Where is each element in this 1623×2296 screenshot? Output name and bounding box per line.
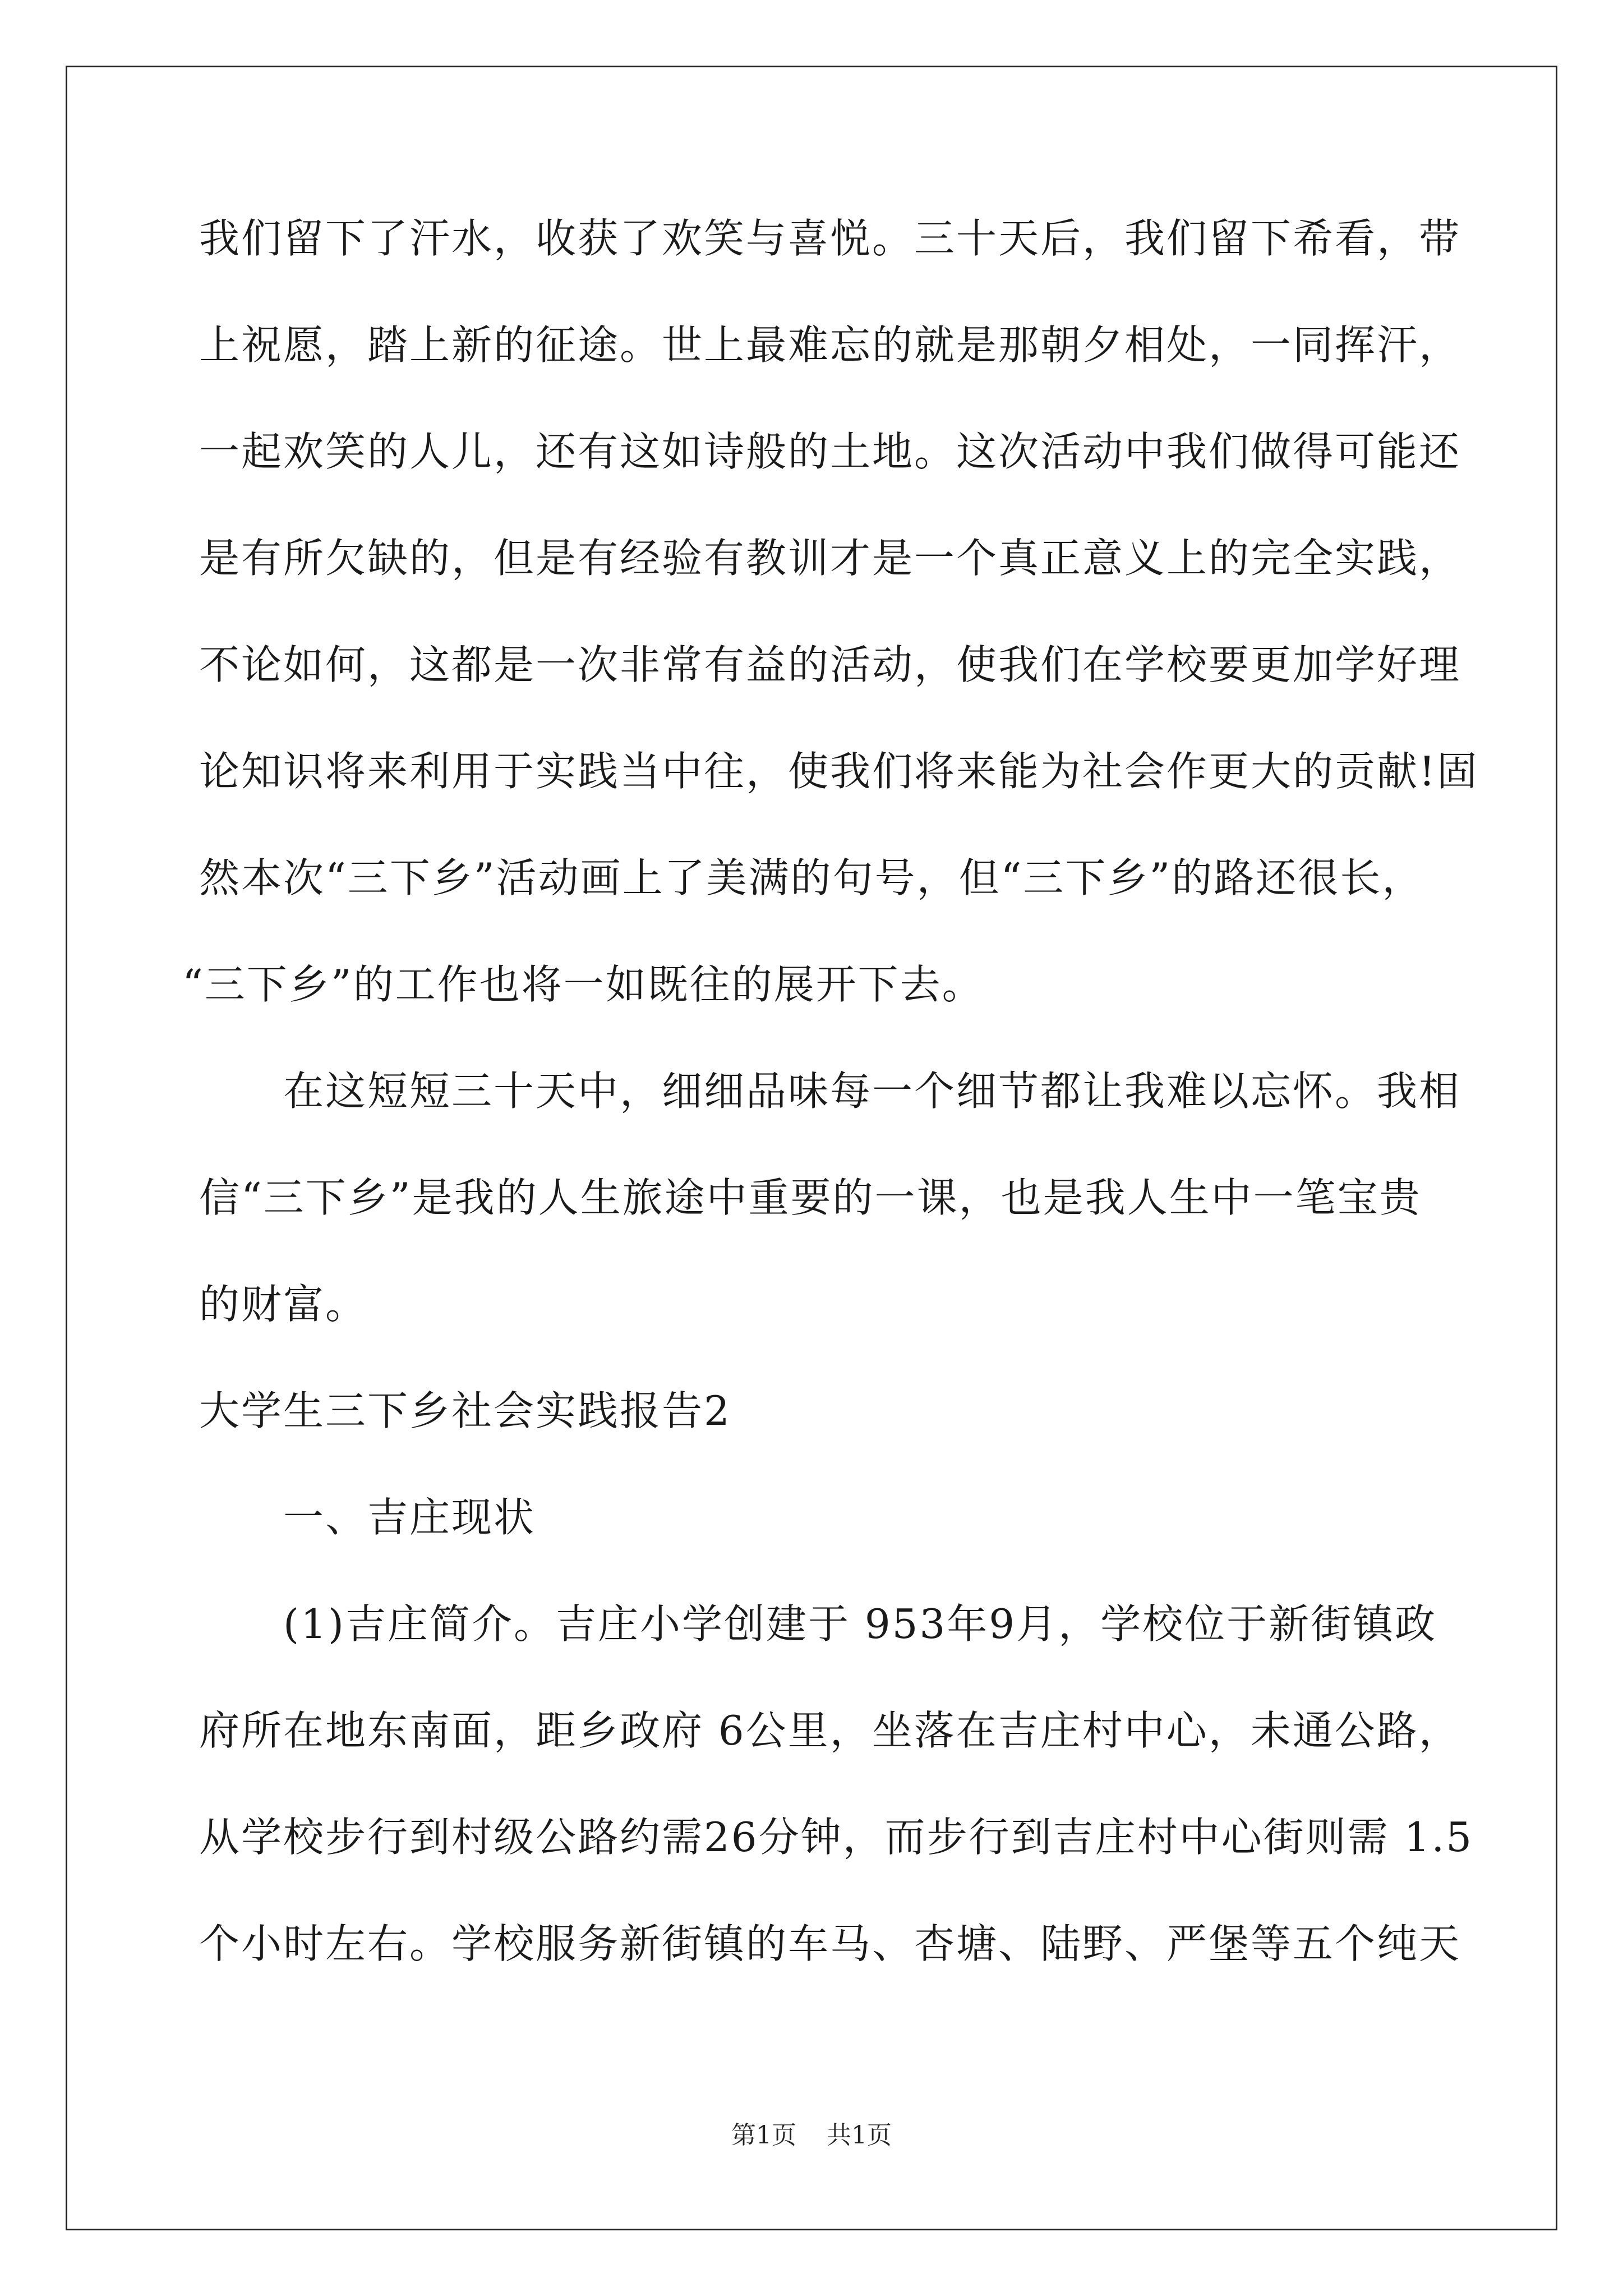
paragraph-line: (1)吉庄简介。吉庄小学创建于 953年9月，学校位于新街镇政 [283, 1600, 1437, 1648]
paragraph-line: 然本次“三下乡”活动画上了美满的句号，但“三下乡”的路还很长， [199, 854, 1424, 901]
paragraph-line: “三下乡”的工作也将一如既往的展开下去。 [182, 961, 984, 1008]
page-footer [0, 2115, 1623, 2151]
paragraph-line: 的财富。 [199, 1281, 368, 1328]
paragraph-line: 信“三下乡”是我的人生旅途中重要的一课，也是我人生中一笔宝贵 [199, 1174, 1422, 1221]
paragraph-line: 上祝愿，踏上新的征途。世上最难忘的就是那朝夕相处，一同挥汗， [199, 321, 1461, 369]
page-border [66, 66, 1557, 2230]
paragraph-line: 府所在地东南面，距乡政府 6公里，坐落在吉庄村中心，未通公路， [199, 1707, 1461, 1754]
section-title: 大学生三下乡社会实践报告2 [199, 1387, 731, 1434]
page-total: 共1页 [827, 2121, 892, 2150]
paragraph-line: 论知识将来利用于实践当中往，使我们将来能为社会作更大的贡献!固 [199, 748, 1479, 795]
paragraph-line: 不论如何，这都是一次非常有益的活动，使我们在学校要更加学好理 [199, 641, 1461, 688]
paragraph-line: 个小时左右。学校服务新街镇的车马、杏塘、陆野、严堡等五个纯天 [199, 1920, 1461, 1967]
paragraph-line: 从学校步行到村级公路约需26分钟，而步行到吉庄村中心街则需 1.5 [199, 1814, 1474, 1861]
paragraph-line: 一起欢笑的人儿，还有这如诗般的土地。这次活动中我们做得可能还 [199, 428, 1461, 475]
paragraph-line: 我们留下了汗水，收获了欢笑与喜悦。三十天后，我们留下希看，带 [199, 215, 1461, 262]
section-heading: 一、吉庄现状 [283, 1494, 536, 1541]
paragraph-line: 是有所欠缺的，但是有经验有教训才是一个真正意义上的完全实践， [199, 535, 1461, 582]
paragraph-line: 在这短短三十天中，细细品味每一个细节都让我难以忘怀。我相 [283, 1068, 1461, 1115]
page-number: 第1页 [731, 2121, 796, 2150]
